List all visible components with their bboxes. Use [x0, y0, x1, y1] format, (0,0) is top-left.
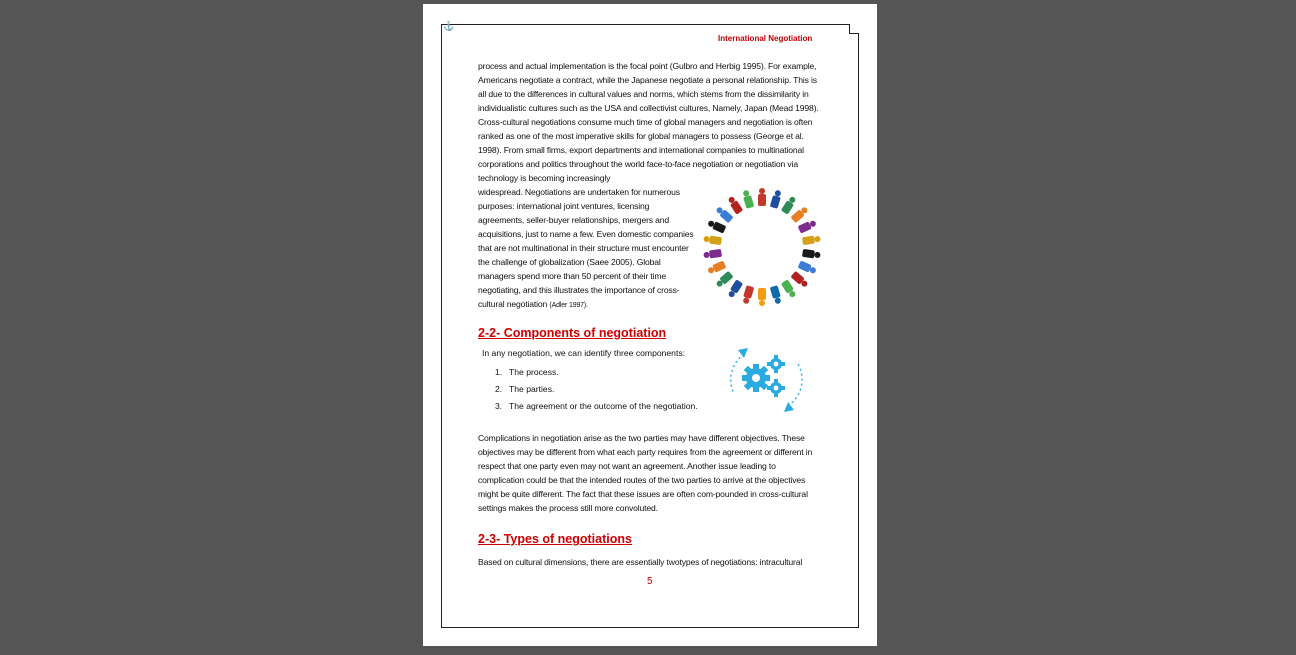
person-figure	[802, 249, 821, 259]
person-figure	[707, 260, 727, 275]
person-figure	[715, 205, 734, 223]
list-number: 1.	[495, 367, 503, 377]
gears-icon	[726, 344, 806, 416]
list-item	[495, 399, 698, 416]
page-number: 5	[647, 576, 653, 587]
anchor-icon: ⚓	[443, 21, 455, 31]
person-figure	[770, 285, 783, 305]
section-heading-types: 2-3- Types of negotiations	[478, 532, 632, 546]
people-ring-icon	[695, 184, 829, 310]
section-heading-components: 2-2- Components of negotiation	[478, 326, 667, 340]
person-figure	[727, 279, 743, 298]
person-figure	[741, 189, 754, 209]
document-page	[423, 4, 877, 646]
person-figure	[758, 288, 766, 306]
components-list	[495, 365, 698, 416]
person-figure	[707, 219, 727, 234]
person-figure	[770, 189, 783, 209]
list-text: The agreement or the outcome of the negotiation.	[509, 401, 698, 411]
list-number: 3.	[495, 401, 503, 411]
person-figure	[781, 195, 797, 214]
paragraph-types: Based on cultural dimensions, there are essentially twotypes of negotiations: intracultural	[478, 557, 803, 567]
person-figure	[798, 260, 818, 275]
list-text: The parties.	[509, 384, 555, 394]
list-text: The process.	[509, 367, 559, 377]
paragraph-complications: Complications in negotiation arise as the two parties may have different objectives. These objectives may be different from what each party requires from the agreement or different in respect that one party even may not want an agreement. Another issue leading to complication could be that the intended routes of the two parties to arrive at the objectives might be quite different. The fact that these issues are often com-pounded in cross-cultural settings makes the process still more convoluted.	[478, 433, 813, 513]
person-figure	[727, 195, 743, 214]
components-intro: In any negotiation, we can identify three components:	[482, 348, 686, 358]
person-figure	[802, 235, 821, 245]
person-figure	[758, 188, 766, 206]
running-header: International Negotiation	[718, 34, 813, 43]
paragraph-purposes	[478, 185, 695, 313]
person-figure	[798, 219, 818, 234]
person-figure	[703, 235, 722, 245]
paragraph-purposes-text: widespread. Negotiations are undertaken for numerous purposes: international joint ventures, licensing agreements, seller-buyer relationships, mergers and acquisitions, just to name a few. Even domestic companies that are not multinational in their structure must encounter the challenge of globalization (Saee 2005). Global managers spend more than 50 percent of their time negotiating, and this illustrates the importance of cross-cultural negotiation	[478, 187, 694, 309]
person-figure	[790, 205, 809, 223]
list-number: 2.	[495, 384, 503, 394]
page-corner-fold	[849, 24, 859, 34]
person-figure	[703, 249, 722, 259]
citation: (Adler 1997).	[549, 302, 588, 309]
paragraph-intro: process and actual implementation is the focal point (Gulbro and Herbig 1995). For example, Americans negotiate a contract, while the Japanese negotiate a personal relationship. This is all due to the differences in cultural values and norms, which stems from the dissimilarity in individualistic cultures such as the USA and collectivist cultures, Namely, Japan (Mead 1998). Cross-cultural negotiations consume much time of global managers and negotiation is often ranked as one of the most imperative skills for global managers to possess (George et al. 1998). From small firms, export departments and international companies to multinational corporations and politics throughout the world face-to-face negotiation or negotiation via technology is becoming increasingly	[478, 61, 819, 183]
person-figure	[781, 279, 797, 298]
list-item	[495, 365, 698, 382]
person-figure	[715, 271, 734, 289]
person-figure	[741, 285, 754, 305]
list-item	[495, 382, 698, 399]
person-figure	[790, 271, 809, 289]
